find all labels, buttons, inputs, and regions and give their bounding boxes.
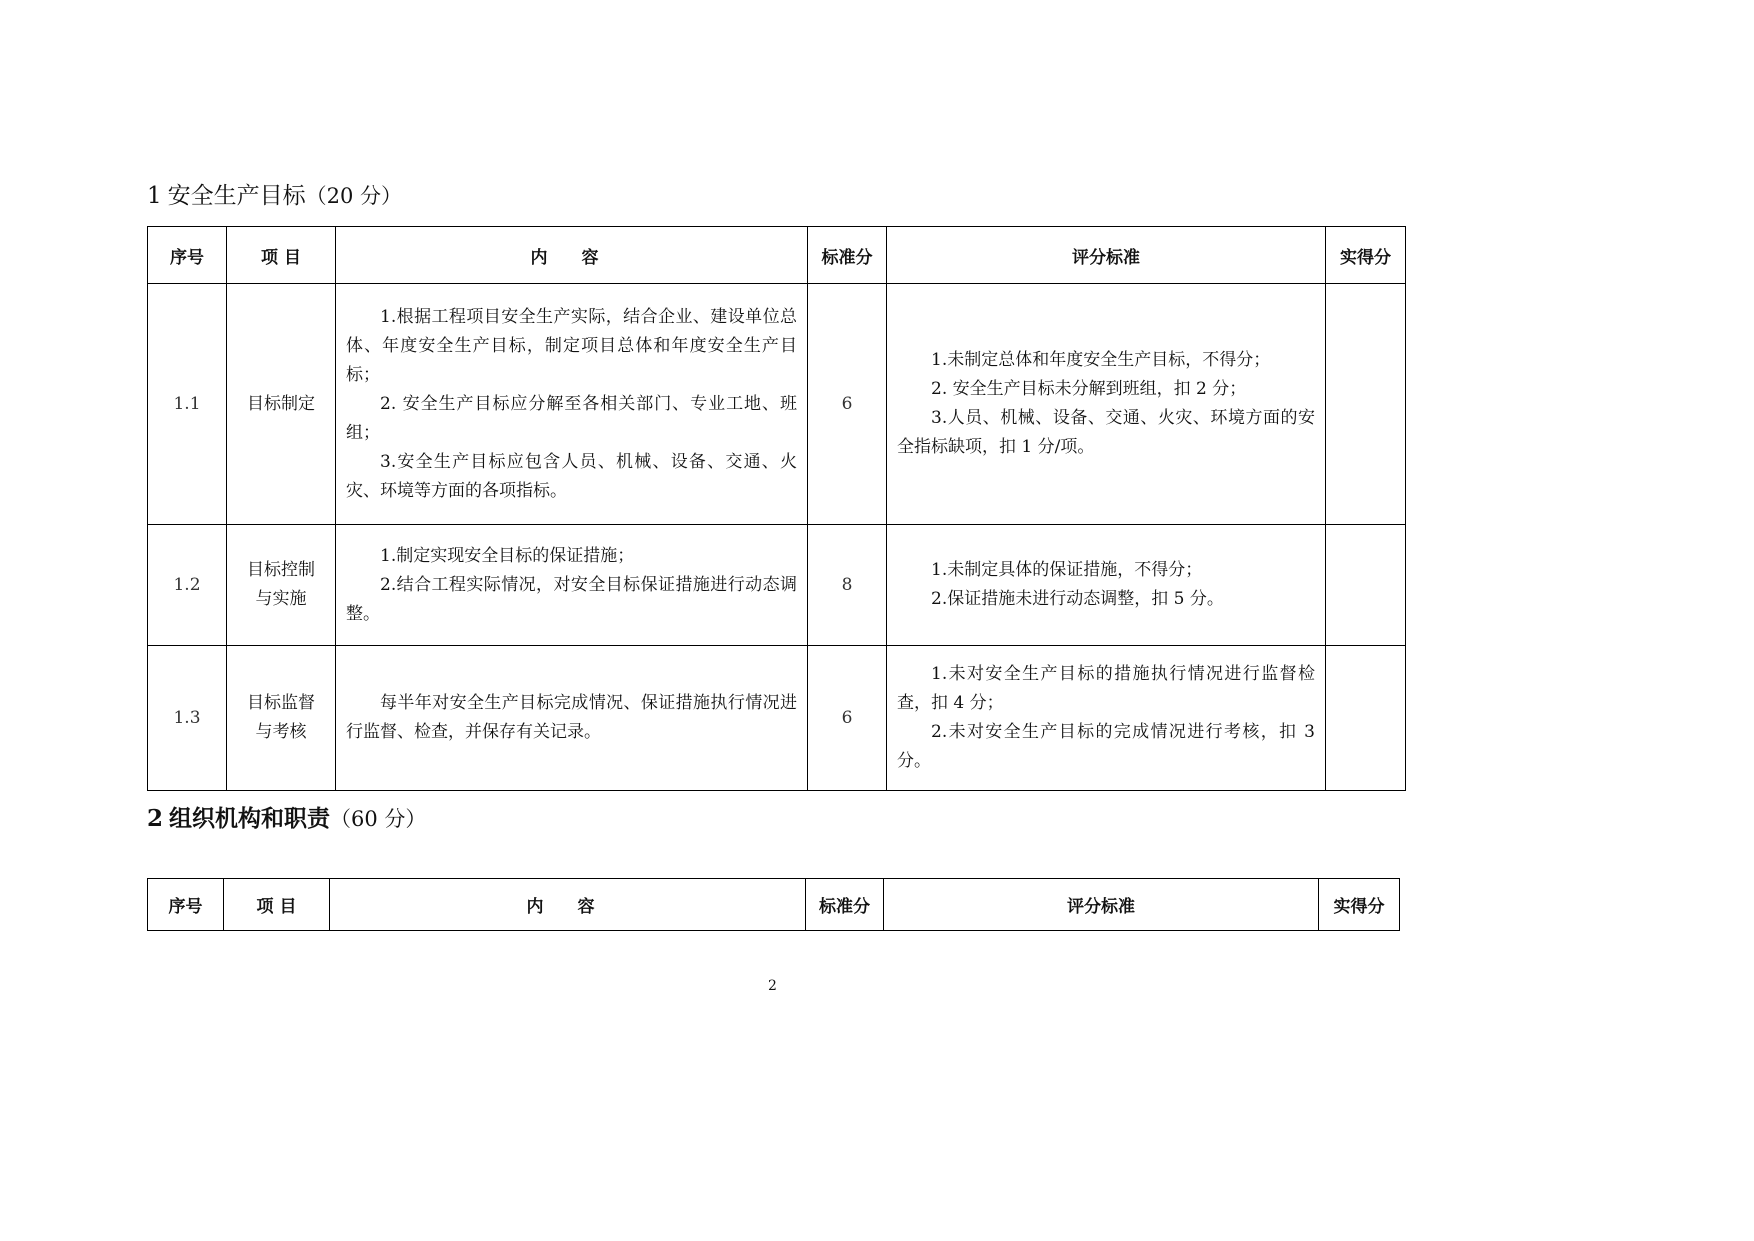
header-standard-score: 标准分 — [808, 227, 887, 284]
row-standard-score: 6 — [808, 646, 887, 791]
header-standard-score: 标准分 — [806, 879, 884, 931]
header-item: 项 目 — [227, 227, 336, 284]
criteria-line: 1.未制定总体和年度安全生产目标，不得分； — [931, 350, 1271, 370]
row-item: 目标监督与考核 — [227, 646, 336, 791]
section-2-score: （60 分） — [330, 807, 427, 831]
row-actual-score — [1326, 525, 1406, 646]
row-criteria — [887, 646, 1326, 791]
row-criteria — [887, 525, 1326, 646]
row-content — [336, 284, 808, 525]
header-criteria: 评分标准 — [887, 227, 1326, 284]
section-1-table — [147, 226, 1406, 791]
criteria-line: 2. 安全生产目标未分解到班组，扣 2 分； — [931, 379, 1247, 399]
row-standard-score: 8 — [808, 525, 887, 646]
row-seq: 1.3 — [148, 646, 227, 791]
row-actual-score — [1326, 284, 1406, 525]
header-seq: 序号 — [148, 879, 224, 931]
section-2-heading — [147, 804, 426, 834]
section-2-number: 2 — [147, 805, 164, 832]
content-line: 1.根据工程项目安全生产实际，结合企业、建设单位总体、年度安全生产目标，制定项目总体和年度安全生产目标； — [346, 306, 797, 385]
section-2-table — [147, 878, 1400, 931]
criteria-line: 2.未对安全生产目标的完成情况进行考核，扣 3 分。 — [897, 722, 1315, 771]
table-row — [148, 284, 1406, 525]
header-actual-score: 实得分 — [1326, 227, 1406, 284]
header-content: 内 容 — [330, 879, 806, 931]
row-criteria — [887, 284, 1326, 525]
section-1-score: （20 分） — [305, 184, 403, 208]
criteria-line: 3.人员、机械、设备、交通、火灾、环境方面的安全指标缺项，扣 1 分/项。 — [897, 408, 1315, 457]
content-line: 2. 安全生产目标应分解至各相关部门、专业工地、班组； — [346, 393, 797, 443]
header-seq: 序号 — [148, 227, 227, 284]
row-item: 目标控制与实施 — [227, 525, 336, 646]
section-1-heading — [147, 181, 402, 211]
header-content: 内 容 — [336, 227, 808, 284]
section-2-title: 组织机构和职责 — [169, 805, 331, 832]
criteria-line: 1.未制定具体的保证措施，不得分； — [931, 560, 1203, 580]
section-1-number: 1 — [147, 183, 162, 209]
row-item: 目标制定 — [227, 284, 336, 525]
table-header-row — [148, 879, 1400, 931]
row-content — [336, 525, 808, 646]
section-1-title: 安全生产目标 — [167, 183, 306, 209]
table-row — [148, 525, 1406, 646]
row-standard-score: 6 — [808, 284, 887, 525]
page-number: 2 — [768, 978, 777, 994]
header-actual-score: 实得分 — [1319, 879, 1400, 931]
criteria-line: 2.保证措施未进行动态调整，扣 5 分。 — [931, 589, 1224, 609]
content-line: 每半年对安全生产目标完成情况、保证措施执行情况进行监督、检查，并保存有关记录。 — [346, 693, 797, 742]
table-header-row — [148, 227, 1406, 284]
row-seq: 1.2 — [148, 525, 227, 646]
row-seq: 1.1 — [148, 284, 227, 525]
row-content — [336, 646, 808, 791]
table-row — [148, 646, 1406, 791]
criteria-line: 1.未对安全生产目标的措施执行情况进行监督检查，扣 4 分； — [897, 664, 1315, 713]
content-line: 2.结合工程实际情况，对安全目标保证措施进行动态调整。 — [346, 574, 797, 624]
content-line: 3.安全生产目标应包含人员、机械、设备、交通、火灾、环境等方面的各项指标。 — [346, 451, 797, 501]
content-line: 1.制定实现安全目标的保证措施； — [380, 545, 635, 566]
header-criteria: 评分标准 — [884, 879, 1319, 931]
row-actual-score — [1326, 646, 1406, 791]
header-item: 项 目 — [224, 879, 330, 931]
